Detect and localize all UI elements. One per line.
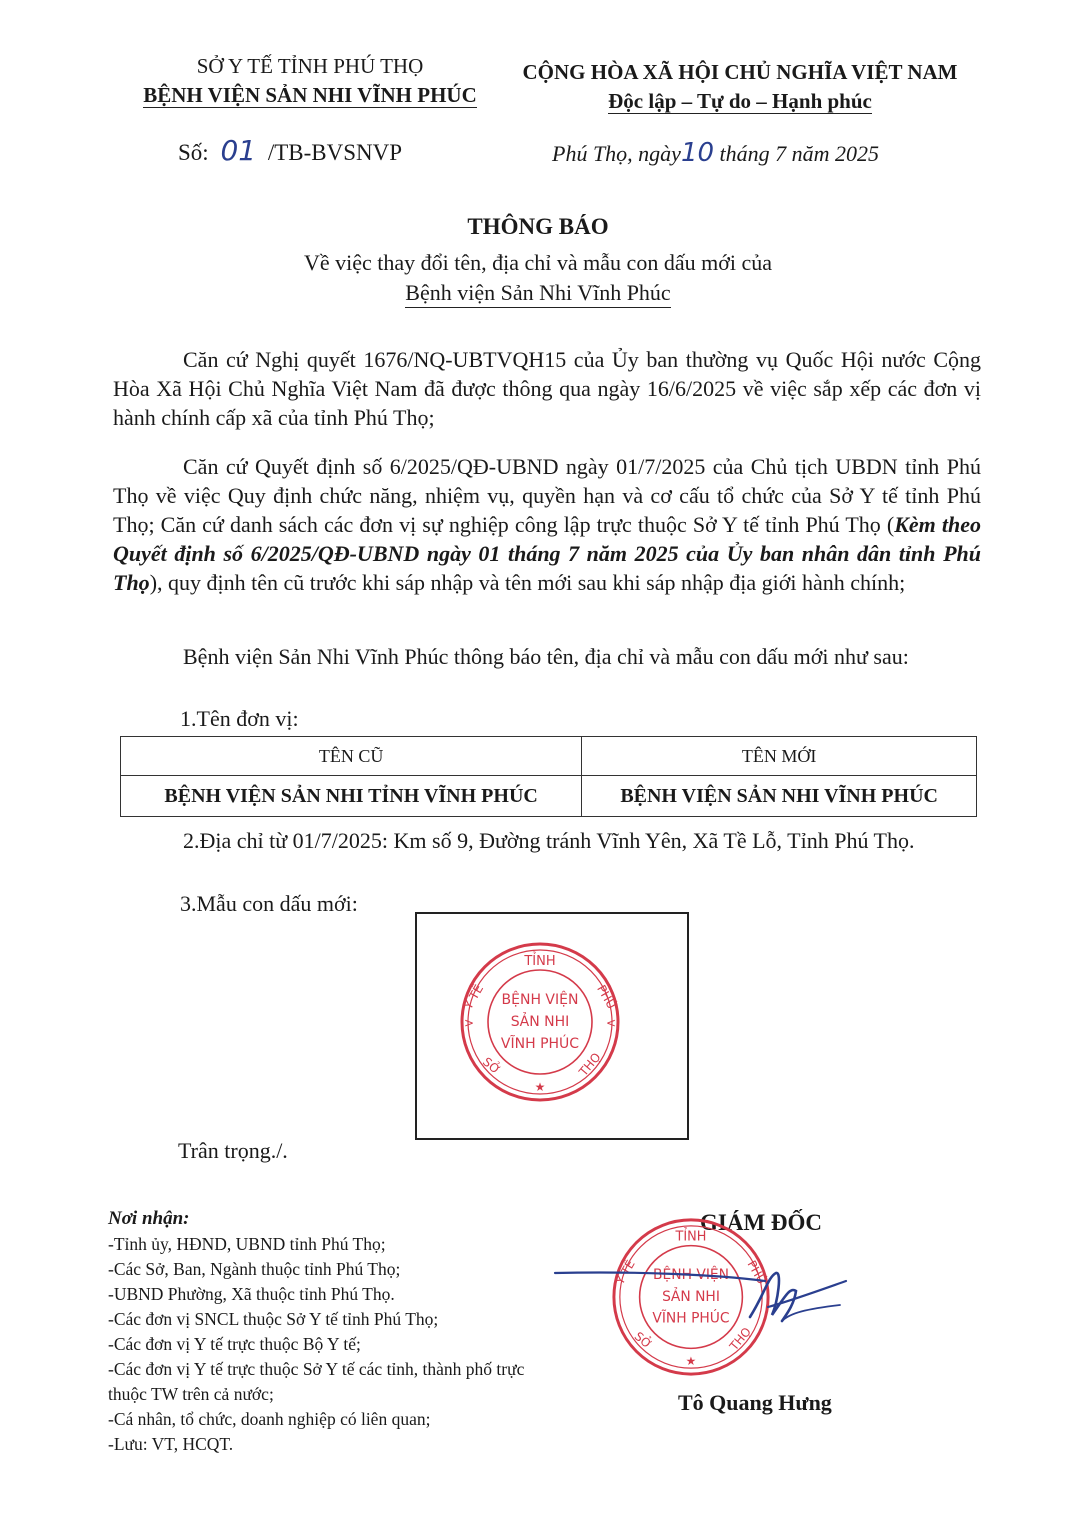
seal-bottom-left-text: SỞ	[631, 1329, 655, 1352]
seal-right-text: PHÚ	[744, 1258, 769, 1287]
subtitle-line-2: Bệnh viện Sản Nhi Vĩnh Phúc	[405, 280, 670, 308]
section-1-heading: 1.Tên đơn vị:	[180, 706, 299, 731]
seal-bottom-left-text: SỞ	[479, 1054, 504, 1078]
recipient-item: -Các đơn vị Y tế trực thuộc Sở Y tế các tỉnh, thành phố trực thuộc TW trên cả nước;	[108, 1359, 525, 1404]
seal-line-3: VĨNH PHÚC	[500, 1036, 580, 1052]
recipient-item: -Các đơn vị SNCL thuộc Sở Y tế tỉnh Phú Thọ;	[108, 1309, 439, 1329]
seal-bottom-right-text: THỌ	[726, 1324, 754, 1354]
issuing-org	[110, 52, 510, 110]
date-prefix: Phú Thọ, ngày	[552, 141, 681, 166]
svg-text:★: ★	[685, 1354, 697, 1369]
seal-line-1: BỆNH VIỆN	[653, 1267, 729, 1284]
doc-no-suffix: /TB-BVSNVP	[267, 140, 403, 165]
document-number	[178, 134, 402, 167]
signer-title: GIÁM ĐỐC	[700, 1210, 823, 1235]
svg-text:★: ★	[534, 1080, 546, 1094]
col-new-header: TÊN MỚI	[582, 737, 977, 776]
seal-top-text: TỈNH	[675, 1229, 707, 1245]
seal-sample-icon	[455, 937, 625, 1107]
seal-line-3: VĨNH PHÚC	[652, 1310, 730, 1327]
motto: Độc lập – Tự do – Hạnh phúc	[608, 89, 872, 113]
svg-text:>: >	[463, 1016, 475, 1030]
old-name: BỆNH VIỆN SẢN NHI TỈNH VĨNH PHÚC	[121, 776, 582, 817]
recipient-item: -Cá nhân, tổ chức, doanh nghiệp có liên quan;	[108, 1409, 431, 1429]
subtitle-line-1: Về việc thay đổi tên, địa chỉ và mẫu con dấu mới của	[304, 250, 772, 275]
document-title: THÔNG BÁO	[467, 214, 609, 239]
org-parent: SỞ Y TẾ TỈNH PHÚ THỌ	[196, 54, 424, 78]
col-old-header: TÊN CŨ	[121, 737, 582, 776]
paragraph-2-c: ), quy định tên cũ trước khi sáp nhập và tên mới sau khi sáp nhập địa giới hành chính;	[149, 570, 906, 595]
seal-left-text: Y TẾ	[460, 982, 487, 1012]
paragraph-3: Bệnh viện Sản Nhi Vĩnh Phúc thông báo tên, địa chỉ và mẫu con dấu mới như sau:	[183, 644, 909, 669]
recipient-item: -Lưu: VT, HCQT.	[108, 1434, 234, 1454]
paragraph-2-a: Căn cứ Quyết định số 6/2025/QĐ-UBND ngày 01/7/2025 của Chủ tịch UBDN tỉnh Phú Thọ về việc Quy định chức năng, nhiệm vụ, quyền hạn và cơ cấu tổ chức của Sở Y tế tỉnh Phú Thọ; Căn cứ danh sách các đơn vị sự nghiệp công lập trực thuộc Sở Y tế tỉnh Phú Thọ (	[113, 454, 981, 537]
paragraph-1: Căn cứ Nghị quyết 1676/NQ-UBTVQH15 của Ủy ban thường vụ Quốc Hội nước Cộng Hòa Xã Hội Chủ Nghĩa Việt Nam đã được thông qua ngày 16/6/2025 về việc sắp xếp các đơn vị hành chính cấp xã của tỉnh Phú Thọ;	[113, 347, 981, 430]
seal-line-2: SẢN NHI	[510, 1014, 570, 1030]
section-2-address: 2.Địa chỉ từ 01/7/2025: Km số 9, Đường tránh Vĩnh Yên, Xã Tề Lỗ, Tỉnh Phú Thọ.	[183, 828, 915, 853]
org-name: BỆNH VIỆN SẢN NHI VĨNH PHÚC	[143, 83, 477, 107]
recipient-item: -Các Sở, Ban, Ngành thuộc tỉnh Phú Thọ;	[108, 1259, 401, 1279]
doc-no-value: 01	[220, 134, 257, 167]
recipients-list	[108, 1232, 548, 1457]
date-suffix: tháng 7 năm 2025	[719, 141, 880, 166]
date-day: 10	[680, 138, 715, 168]
section-3-heading: 3.Mẫu con dấu mới:	[180, 891, 358, 916]
paragraph-2	[113, 452, 981, 597]
closing-text: Trân trọng./.	[178, 1138, 288, 1163]
seal-right-text: PHÚ	[594, 982, 619, 1012]
seal-top-text: TỈNH	[524, 954, 556, 969]
seal-bottom-right-text: THỌ	[576, 1050, 604, 1079]
new-name: BỆNH VIỆN SẢN NHI VĨNH PHÚC	[582, 776, 977, 817]
name-change-table	[120, 736, 977, 817]
handwritten-signature-icon	[550, 1255, 850, 1355]
recipients-title: Nơi nhận:	[108, 1208, 190, 1229]
seal-left-text: Y TẾ	[612, 1257, 638, 1287]
svg-text:<: <	[605, 1016, 617, 1030]
recipient-item: -Tỉnh ủy, HĐND, UBND tỉnh Phú Thọ;	[108, 1234, 386, 1254]
seal-line-1: BỆNH VIỆN	[501, 992, 579, 1008]
doc-no-prefix: Số:	[178, 140, 209, 165]
national-header	[500, 58, 980, 116]
signer-name: Tô Quang Hưng	[678, 1390, 832, 1415]
paragraph-2-emphasis: Kèm theo Quyết định số 6/2025/QĐ-UBND ngày 01 tháng 7 năm 2025 của Ủy ban nhân dân tỉnh Phú Thọ	[113, 512, 981, 595]
recipient-item: -Các đơn vị Y tế trực thuộc Bộ Y tế;	[108, 1334, 361, 1354]
document-subtitle	[0, 248, 1076, 308]
document-date	[552, 138, 879, 168]
seal-line-2: SẢN NHI	[662, 1288, 720, 1305]
country-name: CỘNG HÒA XÃ HỘI CHỦ NGHĨA VIỆT NAM	[522, 60, 958, 84]
recipient-item: -UBND Phường, Xã thuộc tỉnh Phú Thọ.	[108, 1284, 395, 1304]
